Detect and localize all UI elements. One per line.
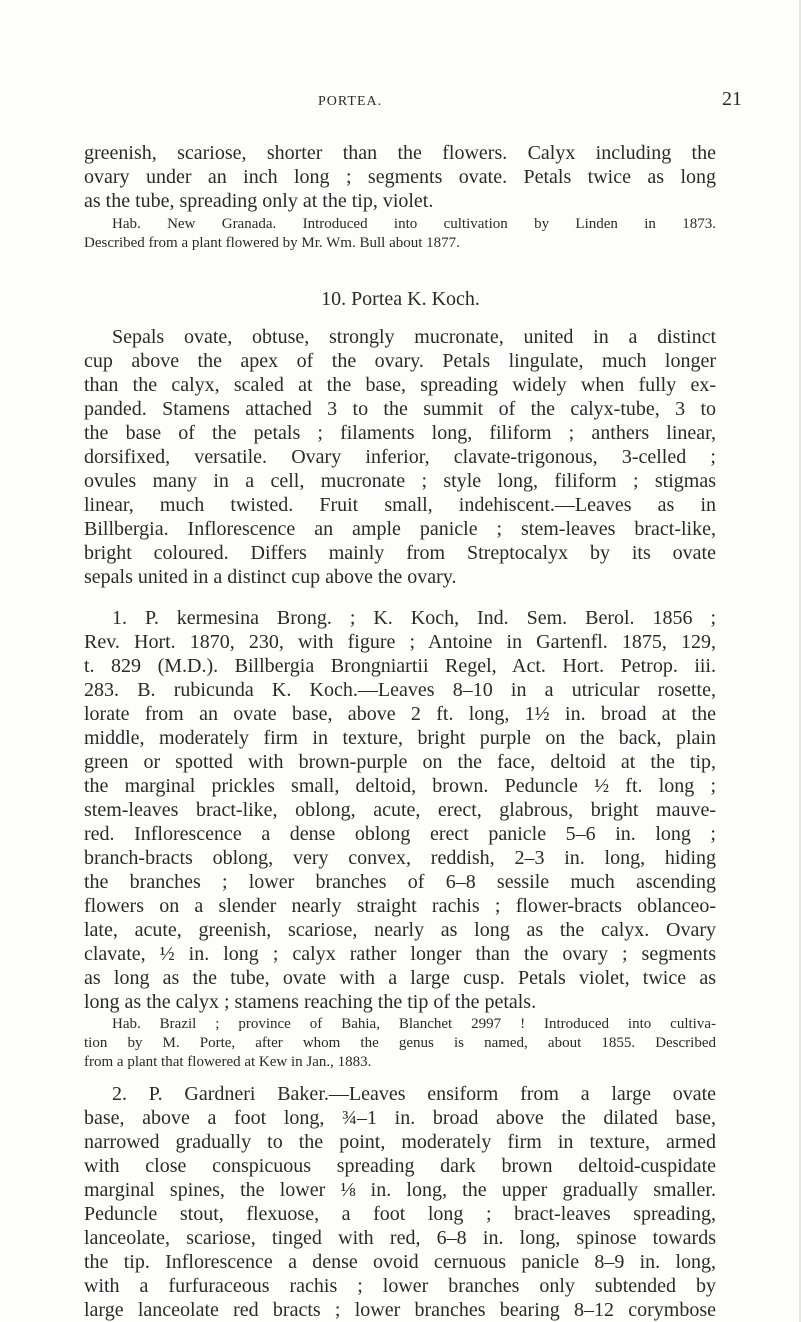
text-line: lorate from an ovate base, above 2 ft. long, 1½ in. broad at the [84, 703, 716, 725]
text-line: base, above a foot long, ¾–1 in. broad above the dilated base, [84, 1107, 716, 1129]
page-number: 21 [722, 88, 742, 110]
species-entry-line: 2. P. Gardneri Baker.—Leaves ensiform from a large ovate [112, 1083, 716, 1105]
running-head-title: PORTEA. [318, 94, 383, 109]
text-line: large lanceolate red bracts ; lower branches bearing 8–12 corymbose [84, 1299, 716, 1321]
text-line: narrowed gradually to the point, moderately firm in texture, armed [84, 1131, 716, 1153]
text-line: flowers on a slender nearly straight rachis ; flower-bracts oblanceo- [84, 895, 716, 917]
text-line: branch-bracts oblong, very convex, reddish, 2–3 in. long, hiding [84, 847, 716, 869]
text-line: the marginal prickles small, deltoid, brown. Peduncle ½ ft. long ; [84, 775, 716, 797]
text-line: the tip. Inflorescence a dense ovoid cernuous panicle 8–9 in. long, [84, 1251, 716, 1273]
text-line: sepals united in a distinct cup above the ovary. [84, 566, 457, 588]
text-line: clavate, ½ in. long ; calyx rather longer than the ovary ; segments [84, 943, 716, 965]
text-line: late, acute, greenish, scariose, nearly as long as the calyx. Ovary [84, 919, 716, 941]
text-line: long as the calyx ; stamens reaching the tip of the petals. [84, 991, 537, 1013]
text-line: ovules many in a cell, mucronate ; style long, filiform ; stigmas [84, 470, 716, 492]
habitat-line: from a plant that flowered at Kew in Jan., 1883. [84, 1054, 372, 1070]
text-line: greenish, scariose, shorter than the flowers. Calyx including the [84, 142, 716, 164]
text-line: ovary under an inch long ; segments ovate. Petals twice as long [84, 166, 716, 188]
text-line: bright coloured. Differs mainly from Streptocalyx by its ovate [84, 542, 716, 564]
text-line: cup above the apex of the ovary. Petals lingulate, much longer [84, 350, 716, 372]
text-line: Sepals ovate, obtuse, strongly mucronate, united in a distinct [112, 326, 716, 348]
habitat-line: Hab. Brazil ; province of Bahia, Blanchet 2997 ! Introduced into cultiva- [112, 1016, 716, 1032]
text-line: green or spotted with brown-purple on the face, deltoid at the tip, [84, 751, 716, 773]
text-line: the base of the petals ; filaments long, filiform ; anthers linear, [84, 422, 716, 444]
text-line: marginal spines, the lower ⅛ in. long, the upper gradually smaller. [84, 1179, 716, 1201]
text-line: as the tube, spreading only at the tip, violet. [84, 190, 434, 212]
text-line: Billbergia. Inflorescence an ample panicle ; stem-leaves bract-like, [84, 518, 716, 540]
text-line: middle, moderately firm in texture, bright purple on the back, plain [84, 727, 716, 749]
text-line: the branches ; lower branches of 6–8 sessile much ascending [84, 871, 716, 893]
genus-heading: 10. Portea K. Koch. [321, 288, 480, 310]
species-entry-line: 1. P. kermesina Brong. ; K. Koch, Ind. Sem. Berol. 1856 ; [112, 607, 716, 629]
text-line: as long as the tube, ovate with a large cusp. Petals violet, twice as [84, 967, 716, 989]
text-line: t. 829 (M.D.). Billbergia Brongniartii Regel, Act. Hort. Petrop. iii. [84, 655, 716, 677]
text-line: 283. B. rubicunda K. Koch.—Leaves 8–10 in a utricular rosette, [84, 679, 716, 701]
text-line: dorsifixed, versatile. Ovary inferior, clavate-trigonous, 3-celled ; [84, 446, 716, 468]
text-line: linear, much twisted. Fruit small, indehiscent.—Leaves as in [84, 494, 716, 516]
running-head [0, 78, 801, 118]
habitat-line: Described from a plant flowered by Mr. Wm. Bull about 1877. [84, 235, 460, 251]
text-line: red. Inflorescence a dense oblong erect panicle 5–6 in. long ; [84, 823, 716, 845]
habitat-line: Hab. New Granada. Introduced into cultivation by Linden in 1873. [112, 216, 716, 232]
text-line: than the calyx, scaled at the base, spreading widely when fully ex- [84, 374, 716, 396]
text-line: lanceolate, scariose, tinged with red, 6–8 in. long, spinose towards [84, 1227, 716, 1249]
text-line: stem-leaves bract-like, oblong, acute, erect, glabrous, bright mauve- [84, 799, 716, 821]
text-line: panded. Stamens attached 3 to the summit of the calyx-tube, 3 to [84, 398, 716, 420]
text-line: Peduncle stout, flexuose, a foot long ; bract-leaves spreading, [84, 1203, 716, 1225]
text-line: Rev. Hort. 1870, 230, with figure ; Antoine in Gartenfl. 1875, 129, [84, 631, 716, 653]
text-line: with close conspicuous spreading dark brown deltoid-cuspidate [84, 1155, 716, 1177]
habitat-line: tion by M. Porte, after whom the genus is named, about 1855. Described [84, 1035, 716, 1051]
text-line: with a furfuraceous rachis ; lower branches only subtended by [84, 1275, 716, 1297]
